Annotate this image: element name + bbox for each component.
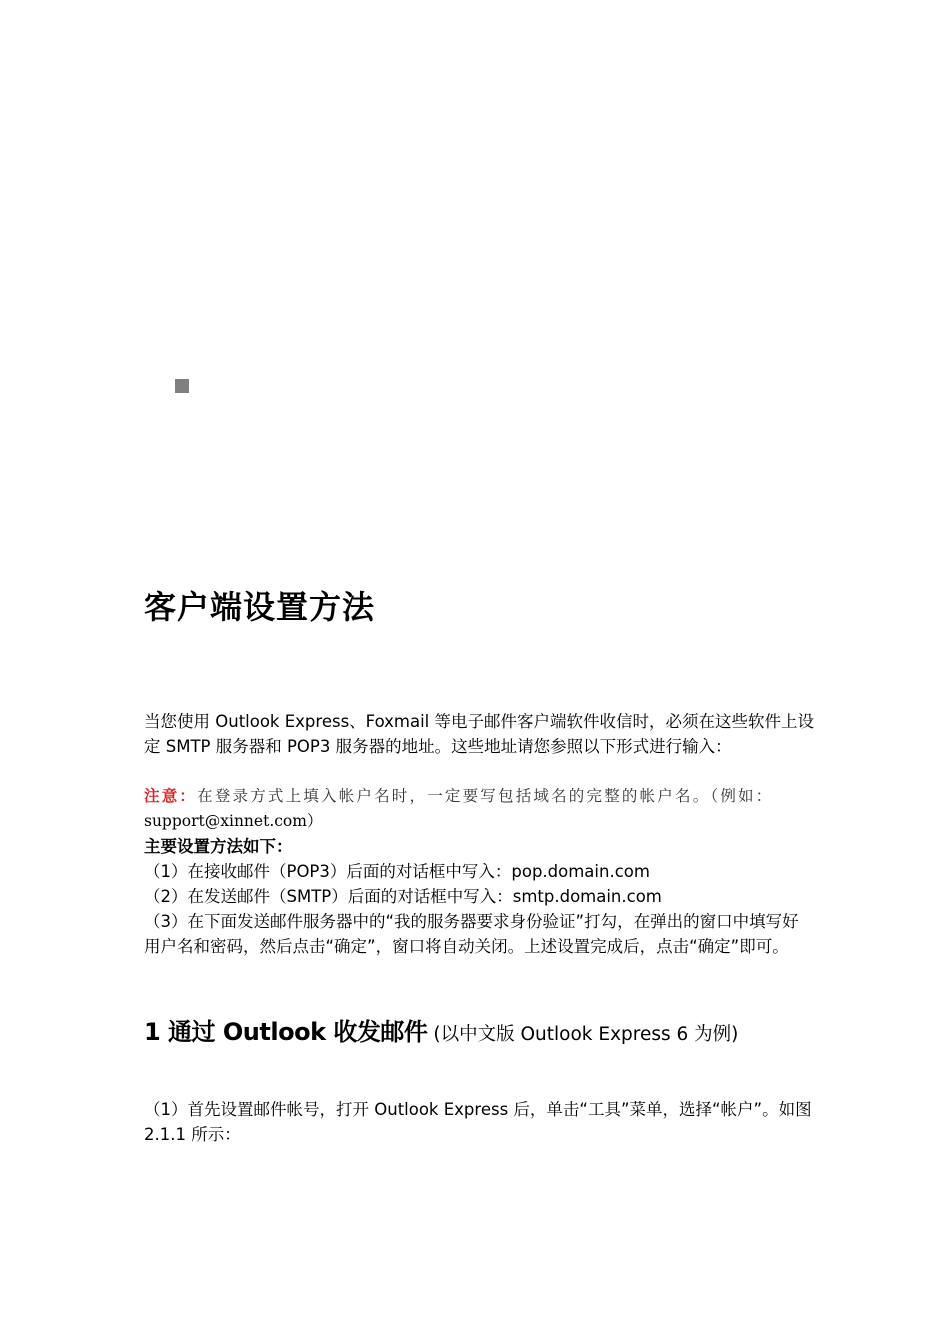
- main-settings-title: 主要设置方法如下：: [144, 837, 293, 856]
- settings-step: （2）在发送邮件（SMTP）后面的对话框中写入：smtp.domain.com: [144, 887, 662, 906]
- section-heading-sub: (以中文版 Outlook Express 6 为例): [433, 1024, 739, 1045]
- note-email: support@xinnet.com）: [144, 812, 323, 830]
- note-paragraph: [144, 784, 814, 834]
- section-heading: [144, 1012, 738, 1047]
- settings-step: （3）在下面发送邮件服务器中的“我的服务器要求身份验证”打勾，在弹出的窗口中填写好用户名和密码，然后点击“确定”，窗口将自动关闭。上述设置完成后，点击“确定”即可。: [144, 912, 799, 956]
- page-title: 客户端设置方法: [144, 588, 376, 626]
- intro-paragraph: 当您使用 Outlook Express、Foxmail 等电子邮件客户端软件收信时，必须在这些软件上设定 SMTP 服务器和 POP3 服务器的地址。这些地址请您参照以下形式进行输入：: [144, 712, 815, 756]
- section-heading-main: 1 通过 Outlook 收发邮件: [144, 1018, 428, 1046]
- settings-steps-list: [144, 859, 814, 959]
- note-text: 在登录方式上填入帐户名时，一定要写包括域名的完整的帐户名。（例如：: [197, 787, 774, 805]
- note-label: 注意：: [144, 787, 198, 805]
- square-bullet-icon: [175, 379, 189, 393]
- section-paragraph: （1）首先设置邮件帐号，打开 Outlook Express 后，单击“工具”菜单，选择“帐户”。如图 2.1.1 所示：: [144, 1100, 812, 1144]
- settings-step: （1）在接收邮件（POP3）后面的对话框中写入：pop.domain.com: [144, 862, 650, 881]
